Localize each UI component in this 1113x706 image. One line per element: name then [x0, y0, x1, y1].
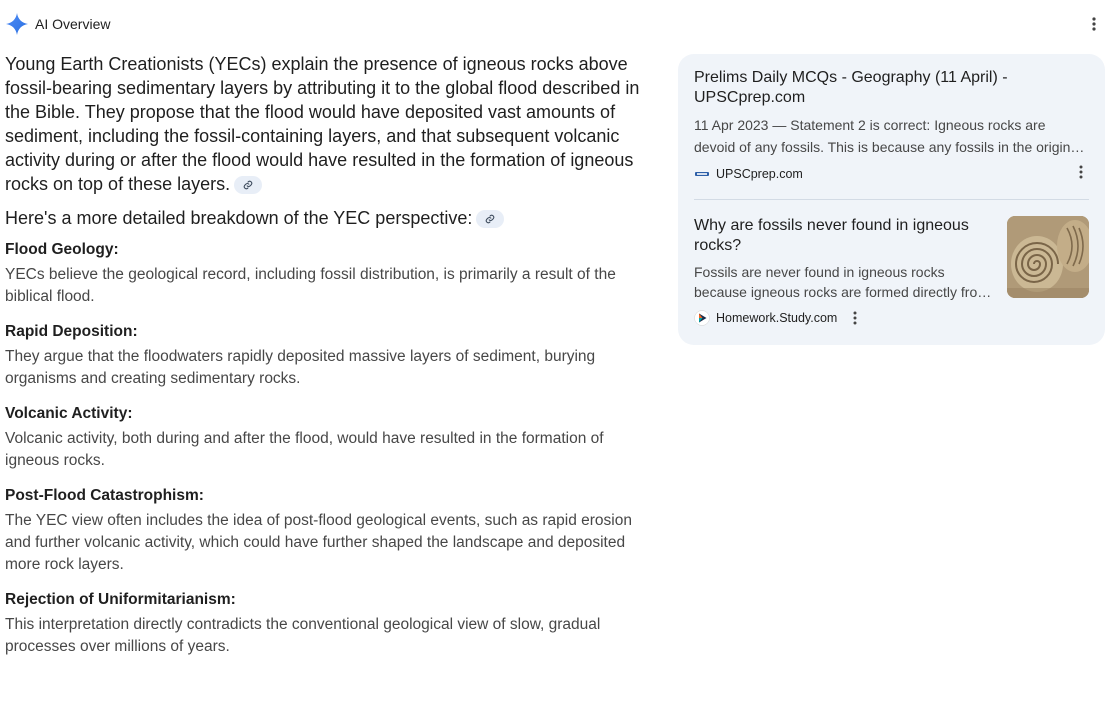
more-vert-icon[interactable]: [1073, 164, 1089, 180]
section-title: Volcanic Activity:: [5, 405, 133, 422]
section-rapid-deposition: [5, 322, 645, 390]
section-body: They argue that the floodwaters rapidly deposited massive layers of sediment, burying organisms and creating sedimentary rocks.: [5, 348, 596, 387]
intro-text: Young Earth Creationists (YECs) explain the presence of igneous rocks above fossil-bearing sedimentary layers by attributing it to the global flood described in the Bible. They propose that the flood would have deposited vast amounts of sediment, including the fossil-containing layers, and that subsequent volcanic activity during or after the flood would have resulted in the formation of igneous rocks on top of these layers.: [5, 54, 640, 194]
source-title[interactable]: Prelims Daily MCQs - Geography (11 April) - UPSCprep.com: [694, 69, 1008, 106]
section-title: Flood Geology:: [5, 241, 119, 258]
source-snippet: 11 Apr 2023 — Statement 2 is correct: Igneous rocks are devoid of any fossils. This is because any fossils in the original: [694, 117, 1082, 155]
section-title: Rejection of Uniformitarianism:: [5, 591, 236, 608]
section-body: The YEC view often includes the idea of post-flood geological events, such as rapid erosion and further volcanic activity, which could have further shaped the landscape and deposited more rock layers.: [5, 512, 632, 573]
source-site-name: Homework.Study.com: [716, 311, 838, 325]
more-vert-icon[interactable]: [1084, 14, 1104, 34]
upscprep-favicon-icon: [694, 166, 710, 182]
section-title: Post-Flood Catastrophism:: [5, 487, 204, 504]
breakdown-heading: [5, 206, 645, 230]
citation-link-chip[interactable]: [234, 176, 262, 194]
section-body: Volcanic activity, both during and after the flood, would have resulted in the formation of igneous rocks.: [5, 430, 604, 469]
intro-paragraph: [5, 52, 645, 196]
citation-link-chip[interactable]: [476, 210, 504, 228]
source-title[interactable]: Why are fossils never found in igneous rocks?: [694, 217, 969, 254]
ai-overview-title: AI Overview: [35, 16, 111, 32]
source-site-row: [694, 308, 994, 328]
breakdown-text: Here's a more detailed breakdown of the YEC perspective:: [5, 208, 473, 228]
section-body: YECs believe the geological record, including fossil distribution, is primarily a result of the biblical flood.: [5, 266, 616, 305]
section-volcanic-activity: [5, 404, 645, 472]
source-card[interactable]: [694, 54, 1089, 200]
source-site-row: [694, 164, 1089, 184]
section-rejection-uniformitarianism: [5, 590, 645, 658]
link-icon: [485, 214, 495, 224]
link-icon: [243, 180, 253, 190]
section-flood-geology: [5, 240, 645, 308]
section-title: Rapid Deposition:: [5, 323, 138, 340]
ammonite-fossil-thumbnail[interactable]: [1007, 216, 1089, 298]
ai-overview-header: [5, 12, 1108, 36]
overview-content: [5, 52, 645, 658]
section-post-flood-catastrophism: [5, 486, 645, 576]
section-body: This interpretation directly contradicts the conventional geological view of slow, gradual processes over millions of years.: [5, 616, 601, 655]
more-vert-icon[interactable]: [847, 310, 863, 326]
study-com-favicon-icon: [694, 310, 710, 326]
source-card[interactable]: [694, 200, 1089, 328]
sources-panel: [678, 54, 1105, 345]
source-snippet: Fossils are never found in igneous rocks because igneous rocks are formed directly from: [694, 264, 989, 300]
gemini-spark-icon: [5, 12, 29, 36]
source-site-name: UPSCprep.com: [716, 167, 803, 181]
